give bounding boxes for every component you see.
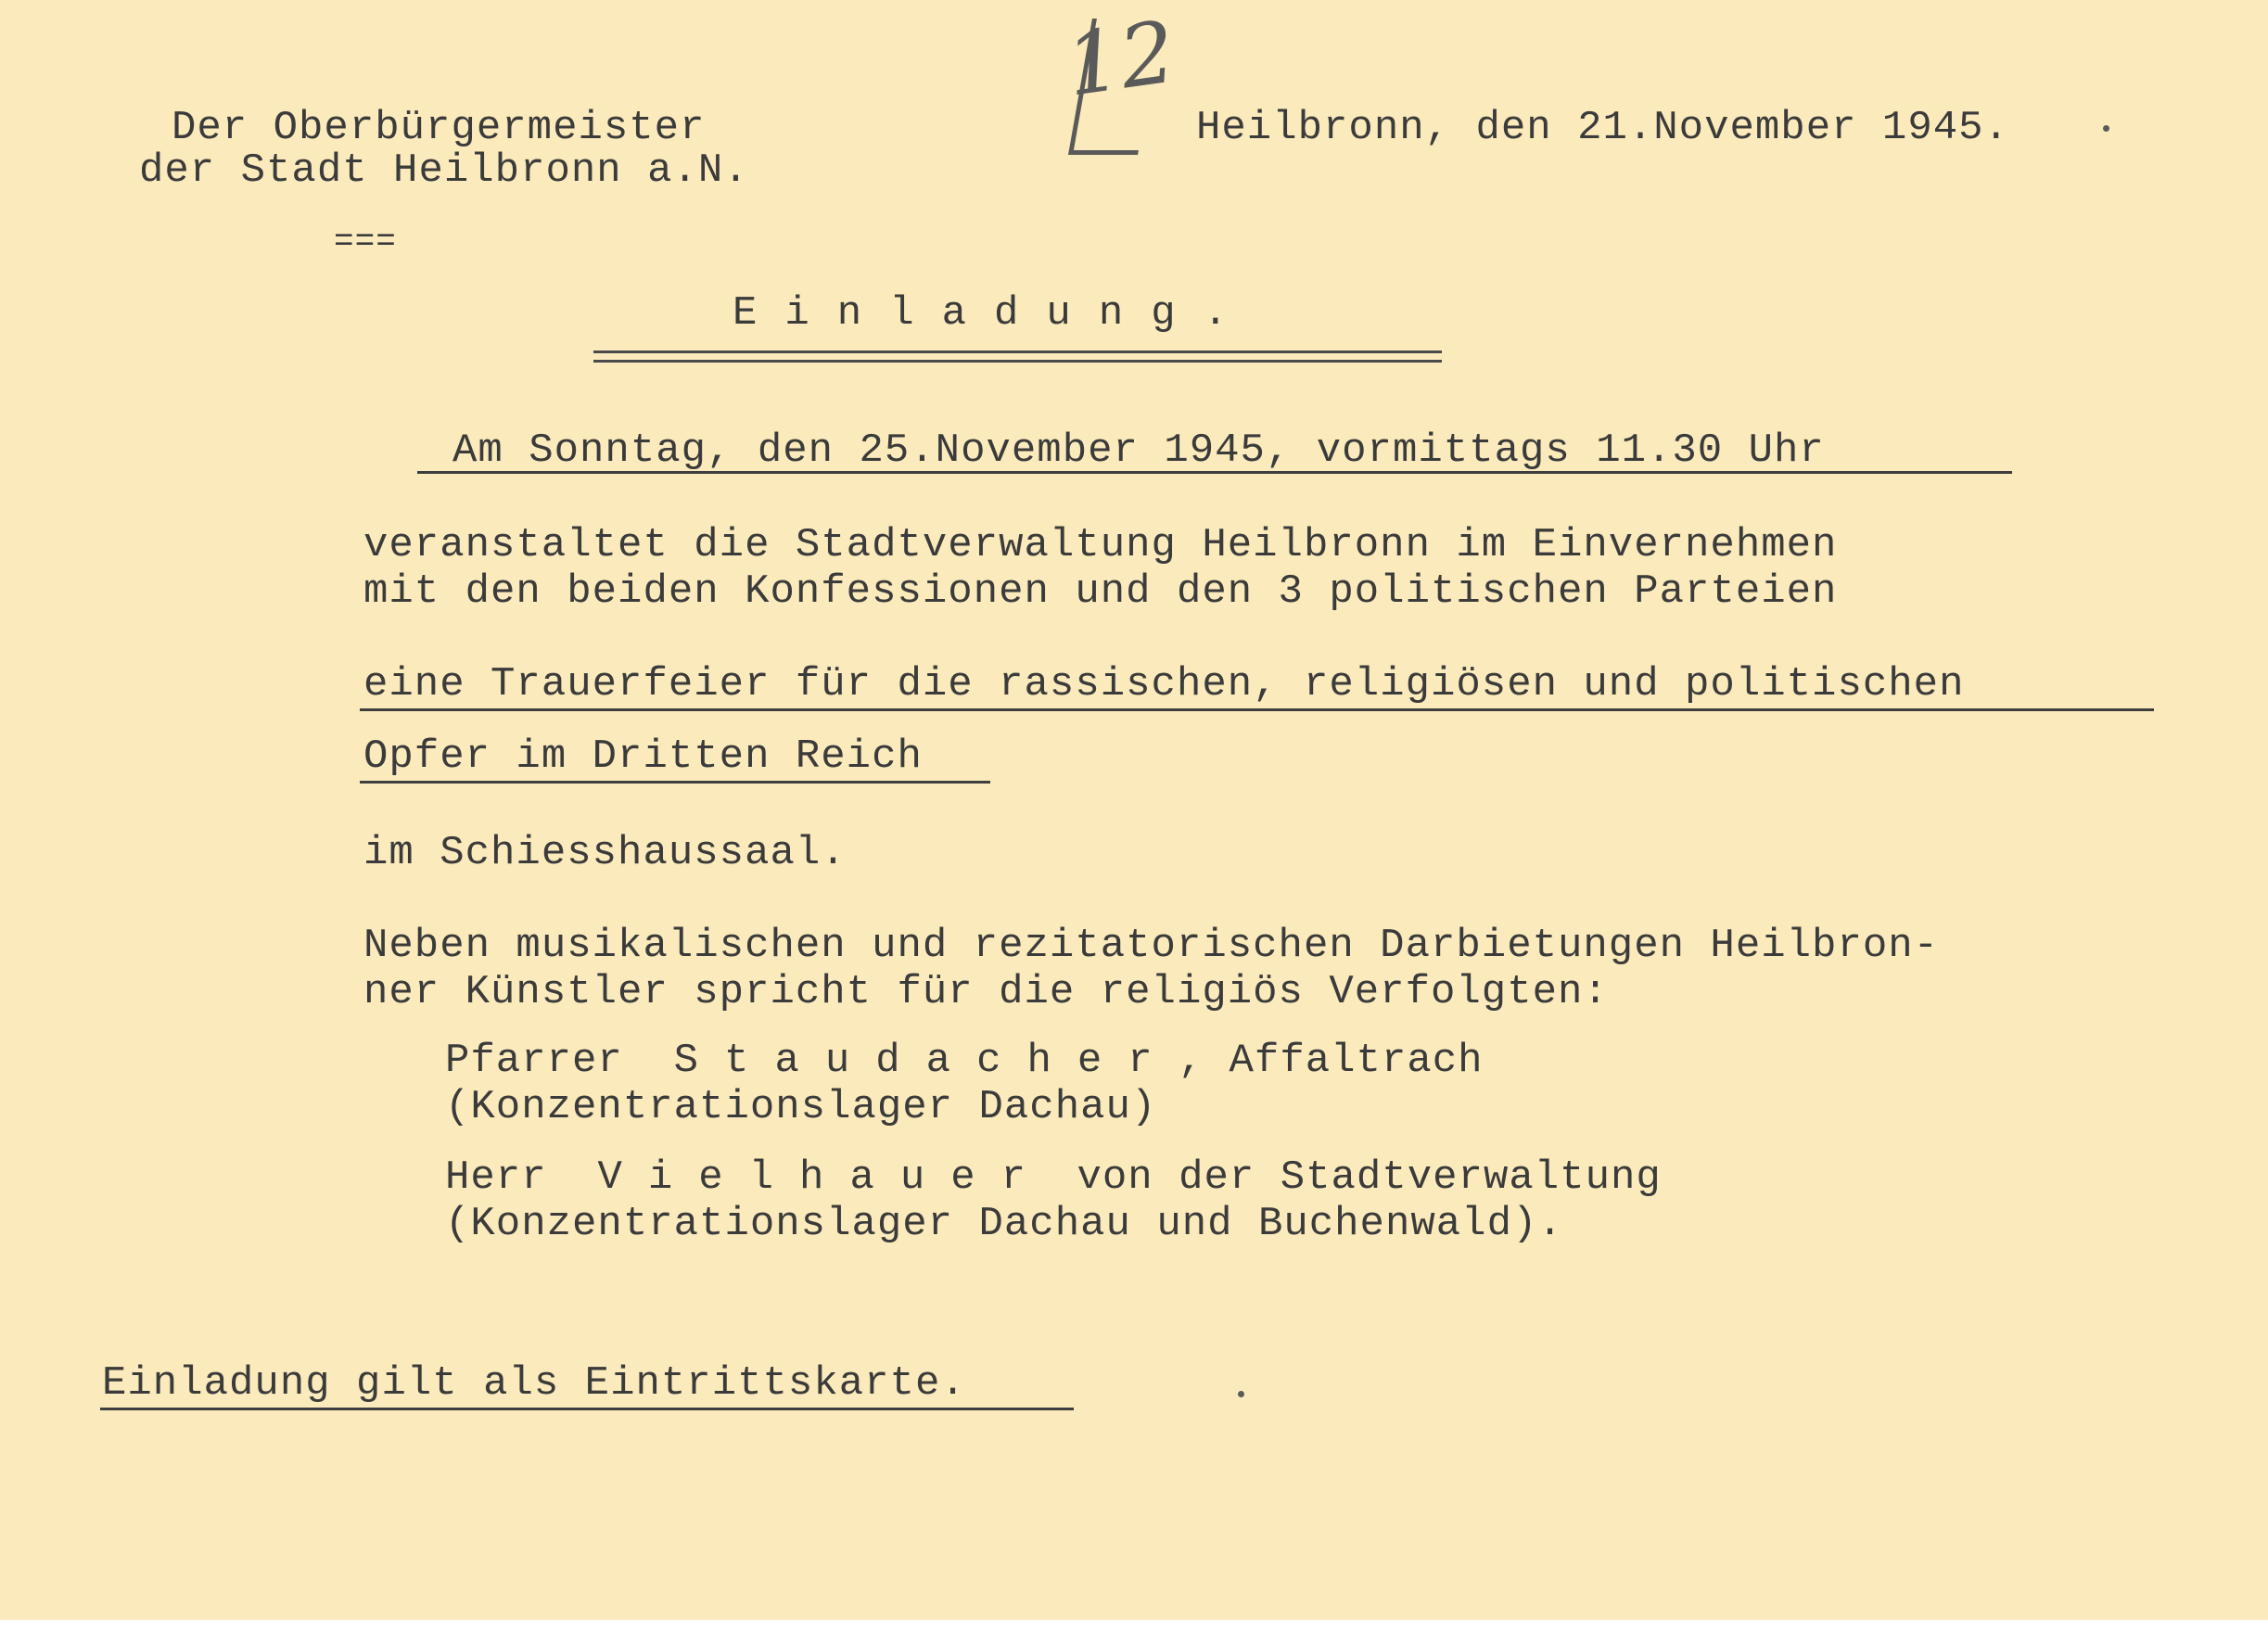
scan-edge: [0, 1620, 2268, 1644]
title-double-rule: [593, 350, 1442, 363]
ceremony-underline-2: [360, 781, 990, 784]
place-date: Heilbronn, den 21.November 1945.: [1196, 105, 2009, 151]
ink-speck: [1238, 1391, 1244, 1397]
event-line: Am Sonntag, den 25.November 1945, vormittags 11.30 Uhr: [452, 427, 1825, 474]
speaker-1-title: Pfarrer: [445, 1038, 623, 1084]
speaker-1-line-2: (Konzentrationslager Dachau): [445, 1084, 1157, 1130]
speaker-1-place: , Affaltrach: [1178, 1038, 1484, 1084]
ink-speck: [2103, 125, 2109, 132]
speaker-2-line-1: [445, 1153, 1662, 1202]
venue: im Schiesshaussaal.: [363, 830, 847, 876]
document-title: Einladung.: [733, 290, 1256, 337]
ceremony-line-1: eine Trauerfeier für die rassischen, religiösen und politischen: [363, 661, 1965, 707]
program-line-1: Neben musikalischen und rezitatorischen Darbietungen Heilbron-: [363, 923, 1940, 969]
letterhead-line-1: Der Oberbürgermeister: [172, 105, 706, 151]
speaker-1-line-1: [445, 1037, 1484, 1085]
organizer-line-1: veranstaltet die Stadtverwaltung Heilbronn im Einvernehmen: [363, 522, 1838, 568]
ceremony-line-2: Opfer im Dritten Reich: [363, 733, 923, 780]
organizer-line-2: mit den beiden Konfessionen und den 3 politischen Parteien: [363, 568, 1838, 615]
event-underline: [417, 471, 2012, 474]
speaker-2-affiliation: von der Stadtverwaltung: [1051, 1154, 1662, 1201]
speaker-2-name: Vielhauer: [597, 1154, 1052, 1201]
letterhead-line-2: der Stadt Heilbronn a.N.: [139, 147, 749, 194]
speaker-1-name: Staudacher: [673, 1038, 1179, 1084]
letterhead-marker: ===: [334, 223, 397, 261]
footer-note: Einladung gilt als Eintrittskarte.: [102, 1360, 966, 1407]
ceremony-underline-1: [360, 708, 2154, 711]
program-line-2: ner Künstler spricht für die religiös Verfolgten:: [363, 969, 1609, 1015]
archive-number-handwritten: 12: [1060, 2, 1181, 116]
speaker-2-title: Herr: [445, 1154, 547, 1201]
footer-underline: [100, 1408, 1074, 1410]
speaker-2-line-2: (Konzentrationslager Dachau und Buchenwald).: [445, 1201, 1563, 1247]
